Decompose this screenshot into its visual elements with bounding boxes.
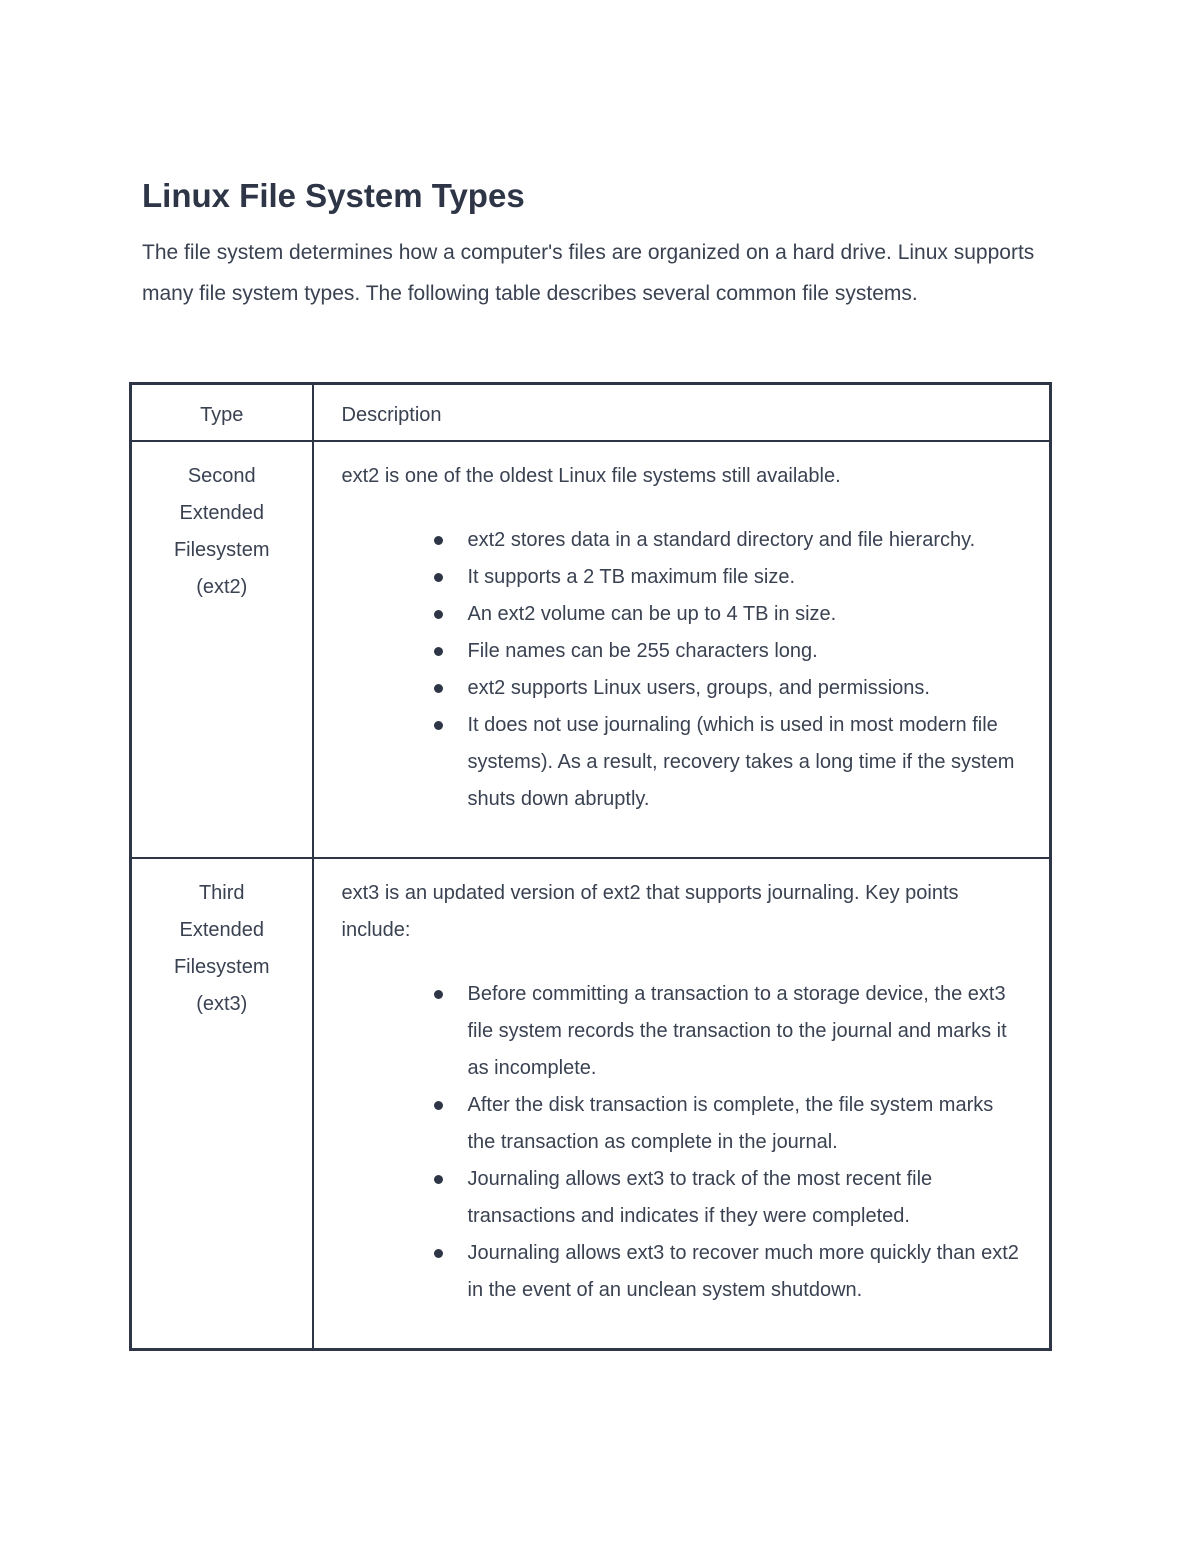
list-item [468, 707, 1022, 818]
type-cell [131, 858, 313, 1350]
bullet-icon [434, 536, 443, 545]
table-row [131, 858, 1051, 1350]
type-line: Extended [179, 501, 264, 524]
header-description: Description [313, 384, 1051, 441]
list-item [468, 1161, 1022, 1235]
description-intro: ext2 is one of the oldest Linux file systems still available. [341, 464, 841, 487]
list-item [468, 559, 1022, 596]
bullet-icon [434, 721, 443, 730]
page-title: Linux File System Types [142, 177, 525, 214]
list-item [468, 596, 1022, 633]
list-item [468, 522, 1022, 559]
list-item-text: It does not use journaling (which is used in most modern file systems). As a result, recovery takes a long time if the system shuts down abruptly. [467, 713, 1015, 810]
list-item [468, 976, 1022, 1087]
list-item-text: Before committing a transaction to a storage device, the ext3 file system records the transaction to the journal and marks it as incomplete. [467, 982, 1007, 1079]
description-cell [313, 858, 1051, 1350]
bullet-icon [434, 610, 443, 619]
type-line: Filesystem [173, 955, 270, 978]
header-type: Type [131, 384, 313, 441]
intro-paragraph: The file system determines how a computer's files are organized on a hard drive. Linux supports many file system types. The following table describes several common file systems. [142, 241, 1035, 305]
list-item-text: File names can be 255 characters long. [467, 639, 818, 662]
type-line: (ext2) [196, 575, 248, 598]
description-intro: ext3 is an updated version of ext2 that supports journaling. Key points include: [341, 881, 959, 941]
list-item [468, 633, 1022, 670]
bullet-list [342, 976, 1022, 1309]
bullet-icon [434, 573, 443, 582]
type-line: (ext3) [196, 992, 248, 1015]
type-line: Second [187, 464, 256, 487]
list-item [468, 1235, 1022, 1309]
description-cell [313, 441, 1051, 858]
table-header-row [131, 384, 1051, 441]
bullet-icon [434, 1101, 443, 1110]
type-cell [131, 441, 313, 858]
list-item-text: After the disk transaction is complete, the file system marks the transaction as complete in the journal. [467, 1093, 994, 1153]
list-item-text: ext2 stores data in a standard directory and file hierarchy. [467, 528, 976, 551]
type-line: Extended [179, 918, 264, 941]
list-item [468, 670, 1022, 707]
type-line: Third [198, 881, 245, 904]
bullet-icon [434, 1249, 443, 1258]
table-row [131, 441, 1051, 858]
list-item-text: ext2 supports Linux users, groups, and permissions. [467, 676, 930, 699]
type-line: Filesystem [173, 538, 270, 561]
list-item-text: Journaling allows ext3 to track of the most recent file transactions and indicates if they were completed. [467, 1167, 933, 1227]
list-item-text: An ext2 volume can be up to 4 TB in size. [467, 602, 837, 625]
bullet-icon [434, 990, 443, 999]
filesystem-table [129, 382, 1052, 1351]
bullet-icon [434, 684, 443, 693]
bullet-icon [434, 1175, 443, 1184]
list-item [468, 1087, 1022, 1161]
list-item-text: Journaling allows ext3 to recover much more quickly than ext2 in the event of an unclean system shutdown. [467, 1241, 1019, 1301]
bullet-list [342, 522, 1022, 818]
bullet-icon [434, 647, 443, 656]
list-item-text: It supports a 2 TB maximum file size. [467, 565, 796, 588]
